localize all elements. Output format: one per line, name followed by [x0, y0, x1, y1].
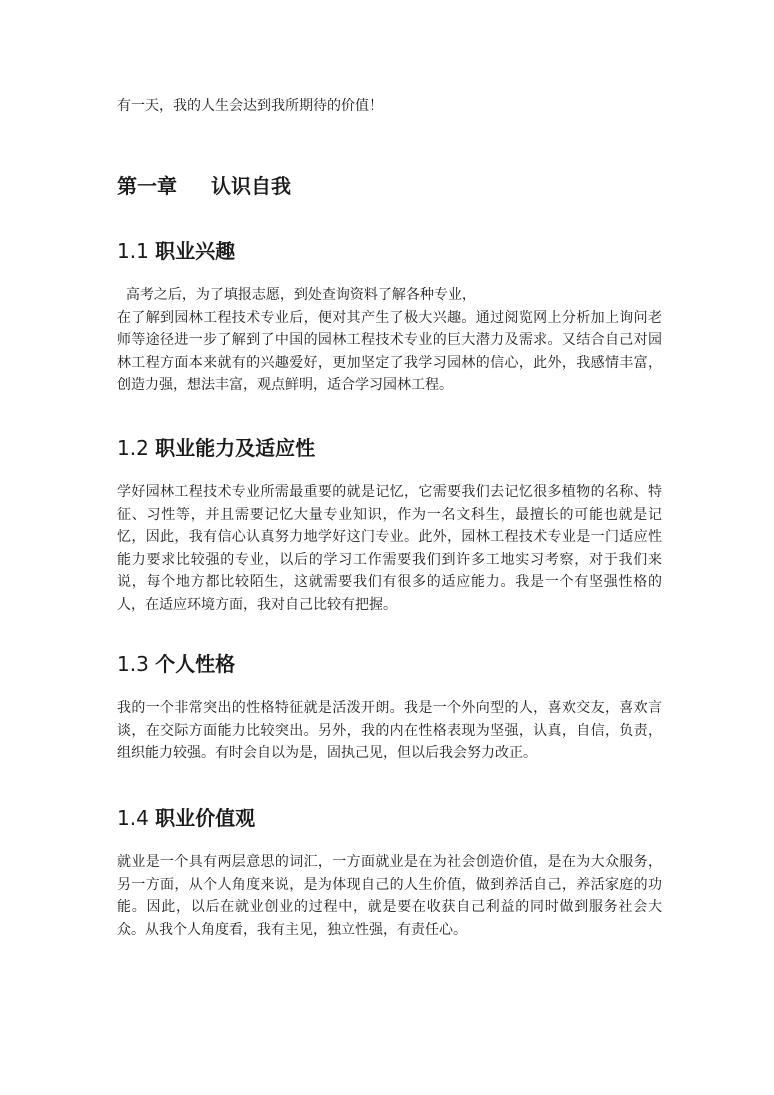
- section-number: 1.2: [117, 436, 149, 460]
- paragraph: 在了解到园林工程技术专业后，便对其产生了极大兴趣。通过阅览网上分析加上询问老师等途径进一步了解到了中国的园林工程技术专业的巨大潜力及需求。又结合自己对园林工程方面本来就有的兴趣爱好，更加坚定了我学习园林的信心，此外，我感情丰富，创造力强，想法丰富，观点鲜明，适合学习园林工程。: [117, 309, 662, 393]
- paragraph: 我的一个非常突出的性格特征就是活泼开朗。我是一个外向型的人，喜欢交友，喜欢言谈，在交际方面能力比较突出。另外，我的内在性格表现为坚强，认真，自信，负责，组织能力较强。有时会自以为是，固执己见，但以后我会努力改正。: [117, 700, 662, 761]
- section-title: 职业价值观: [155, 806, 256, 830]
- section-heading-1-3: [117, 648, 662, 677]
- section-heading-1-1: [117, 235, 662, 264]
- section-body-1-3: [117, 697, 662, 765]
- section-body-1-2: [117, 481, 662, 616]
- section-body-1-4: [117, 851, 662, 941]
- chapter-title: 认识自我: [211, 174, 291, 198]
- paragraph-line: 高考之后，为了填报志愿，到处查询资料了解各种专业，: [117, 287, 476, 303]
- section-number: 1.4: [117, 806, 149, 830]
- section-body-1-1: [117, 284, 662, 397]
- section-heading-1-4: [117, 802, 662, 831]
- section-heading-1-2: [117, 432, 662, 461]
- section-title: 职业能力及适应性: [155, 436, 316, 460]
- paragraph: 就业是一个具有两层意思的词汇，一方面就业是在为社会创造价值，是在为大众服务，另一方面，从个人角度来说，是为体现自己的人生价值，做到养活自己，养活家庭的功能。因此，以后在就业创业的过程中，就是要在收获自己利益的同时做到服务社会大众。从我个人角度看，我有主见，独立性强，有责任心。: [117, 854, 662, 938]
- section-title: 个人性格: [155, 652, 236, 676]
- section-number: 1.1: [117, 239, 149, 263]
- chapter-heading: [117, 170, 662, 199]
- chapter-number: 第一章: [117, 174, 177, 198]
- paragraph: 学好园林工程技术专业所需最重要的就是记忆，它需要我们去记忆很多植物的名称、特征、习性等，并且需要记忆大量专业知识，作为一名文科生，最擅长的可能也就是记忆，因此，我有信心认真努力地学好这门专业。此外，园林工程技术专业是一门适应性能力要求比较强的专业，以后的学习工作需要我们到许多工地实习考察，对于我们来说，每个地方都比较陌生，这就需要我们有很多的适应能力。我是一个有坚强性格的人，在适应环境方面，我对自己比较有把握。: [117, 484, 662, 613]
- intro-paragraph: 有一天，我的人生会达到我所期待的价值！: [117, 98, 383, 114]
- section-number: 1.3: [117, 652, 149, 676]
- section-title: 职业兴趣: [155, 239, 236, 263]
